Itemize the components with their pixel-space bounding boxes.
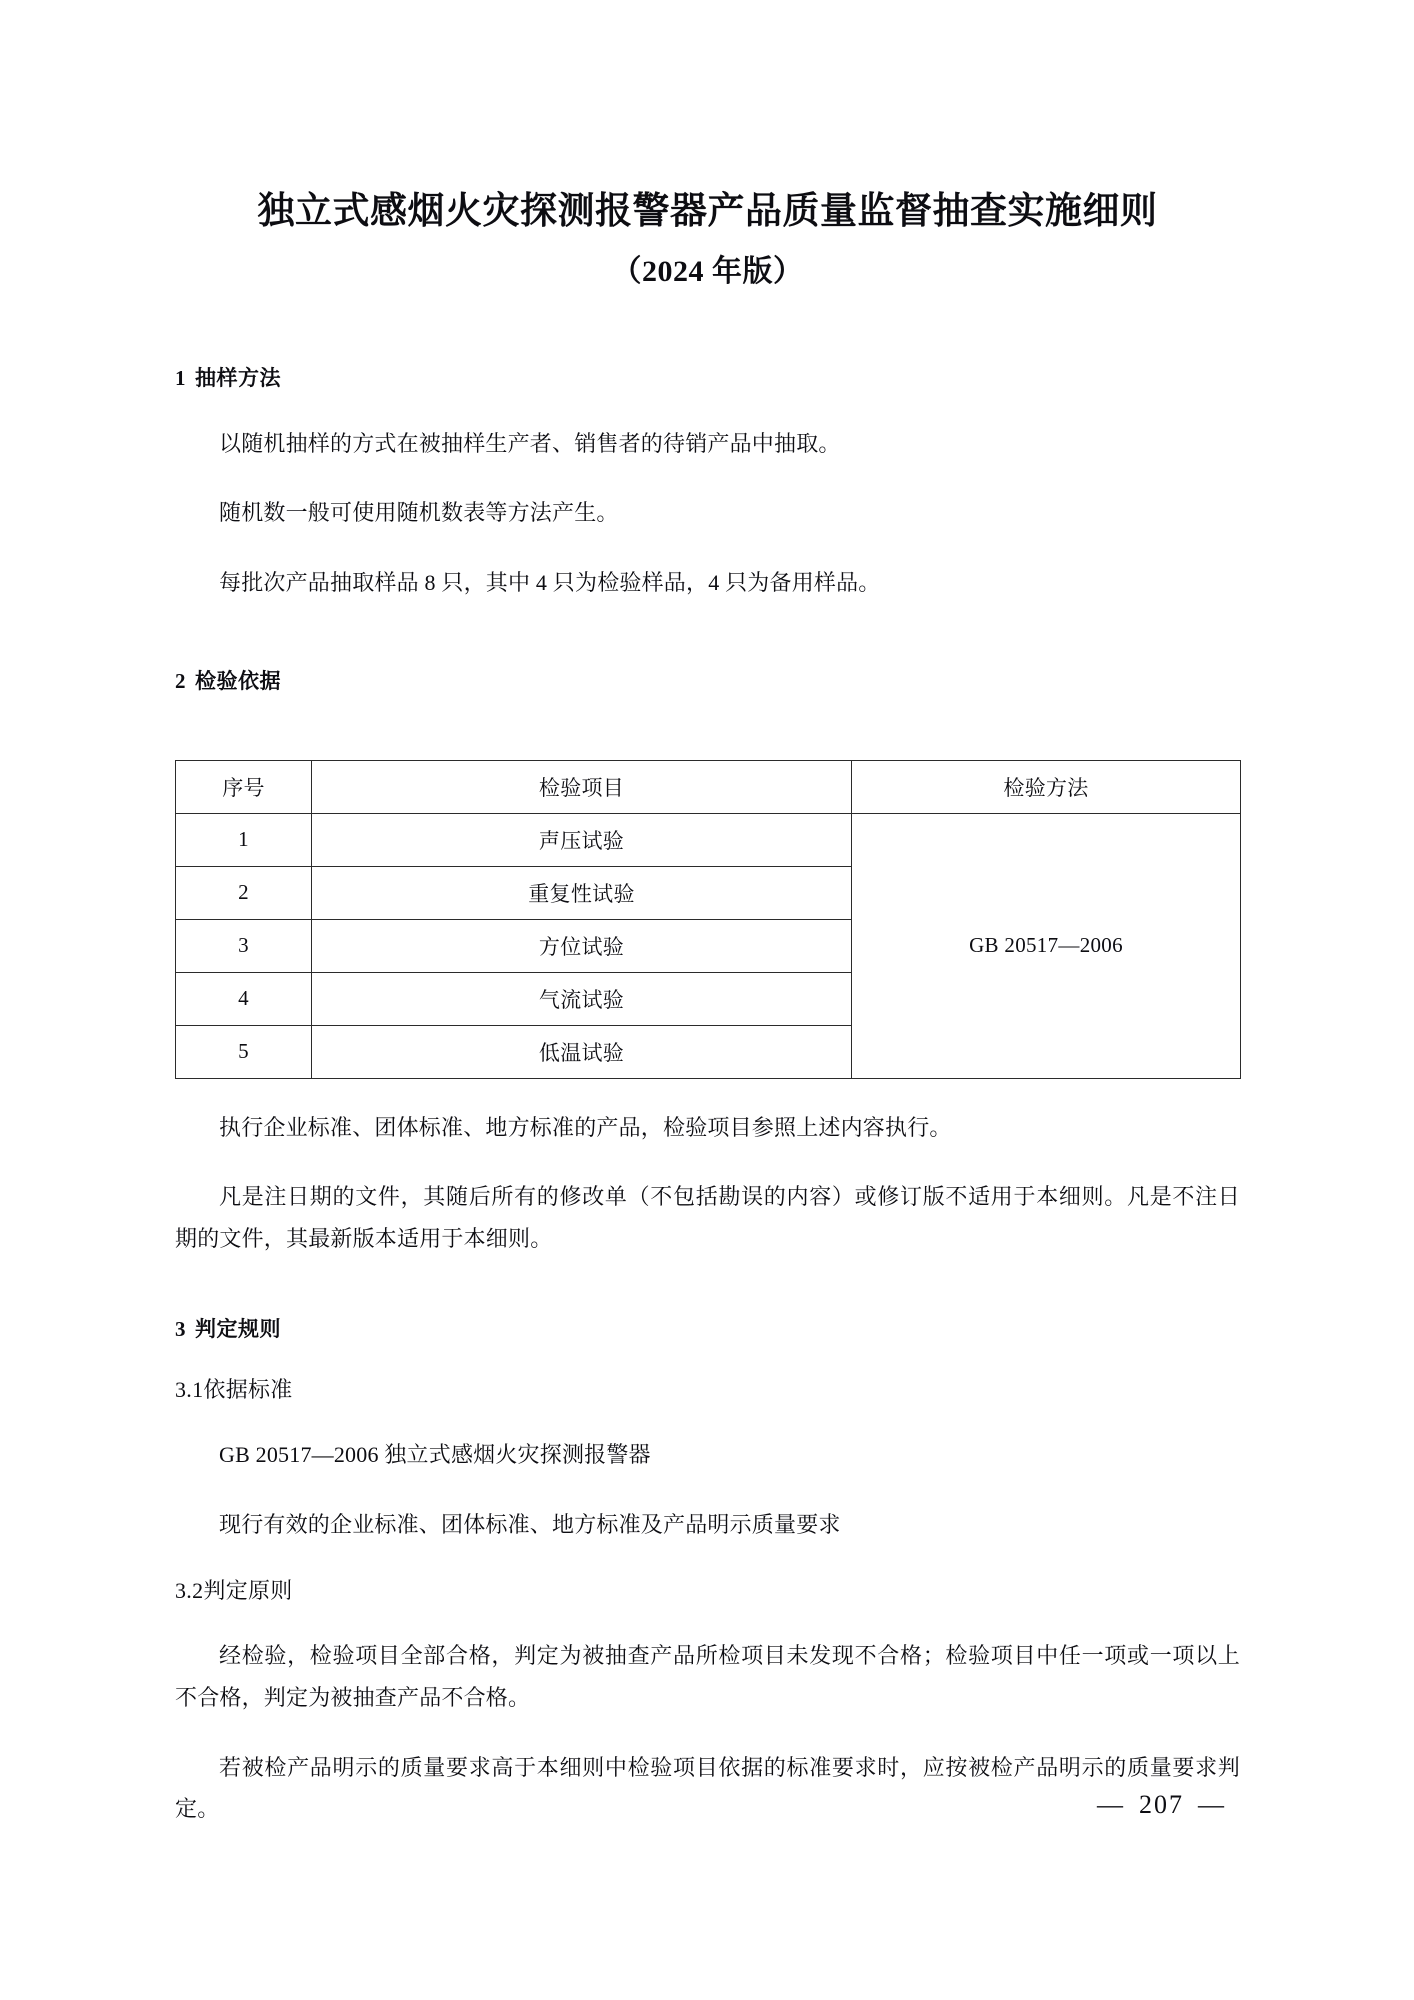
section-3-1-paragraph-2: 现行有效的企业标准、团体标准、地方标准及产品明示质量要求 — [219, 1512, 841, 1538]
section-number-2: 2 — [175, 669, 186, 694]
section-1-paragraph-2: 随机数一般可使用随机数表等方法产生。 — [219, 500, 619, 526]
section-number-1: 1 — [175, 366, 186, 391]
inspection-table — [175, 760, 1241, 1079]
subsection-heading-3-2 — [175, 1574, 1240, 1607]
subsection-heading-3-1 — [175, 1373, 1240, 1406]
table-cell-item: 低温试验 — [312, 1025, 852, 1078]
section-2-note-2: 凡是注日期的文件，其随后所有的修改单（不包括勘误的内容）或修订版不适用于本细则。凡是不注日期的文件，其最新版本适用于本细则。 — [175, 1184, 1240, 1252]
table-cell-item: 重复性试验 — [312, 866, 852, 919]
table-cell-no: 5 — [176, 1025, 312, 1078]
table-cell-no: 1 — [176, 813, 312, 866]
subsection-number-3-1: 3.1 — [175, 1377, 204, 1403]
table-header-method: 检验方法 — [852, 760, 1241, 813]
subsection-number-3-2: 3.2 — [175, 1578, 204, 1603]
table-cell-no: 3 — [176, 919, 312, 972]
section-title-3: 判定规则 — [195, 1317, 281, 1341]
page-subtitle: （2024 年版） — [611, 254, 804, 288]
section-3-1-paragraph-1: GB 20517—2006 独立式感烟火灾探测报警器 — [219, 1442, 651, 1468]
section-1-paragraph-1: 以随机抽样的方式在被抽样生产者、销售者的待销产品中抽取。 — [219, 430, 841, 456]
table-cell-item: 气流试验 — [312, 972, 852, 1025]
section-number-3: 3 — [175, 1316, 186, 1341]
table-cell-method: GB 20517—2006 — [852, 813, 1241, 1078]
section-heading-1 — [175, 363, 1240, 395]
page-footer — [0, 1790, 1240, 1820]
table-cell-no: 4 — [176, 972, 312, 1025]
section-1-paragraph-3: 每批次产品抽取样品 8 只，其中 4 只为检验样品，4 只为备用样品。 — [219, 570, 881, 596]
table-header-row — [176, 760, 1241, 813]
section-3-2-paragraph-1: 经检验，检验项目全部合格，判定为被抽查产品所检项目未发现不合格；检验项目中任一项或一项以上不合格，判定为被抽查产品不合格。 — [175, 1643, 1240, 1710]
section-2-note-1: 执行企业标准、团体标准、地方标准的产品，检验项目参照上述内容执行。 — [219, 1114, 952, 1140]
table-cell-item: 声压试验 — [312, 813, 852, 866]
table-cell-no: 2 — [176, 866, 312, 919]
section-3-2-paragraph-2: 若被检产品明示的质量要求高于本细则中检验项目依据的标准要求时，应按被检产品明示的质量要求判定。 — [175, 1754, 1240, 1822]
subsection-title-3-2: 判定原则 — [203, 1578, 293, 1603]
section-title-2: 检验依据 — [195, 670, 281, 694]
page-content — [175, 0, 1240, 1830]
page-number-dash-left: — — [1097, 1790, 1125, 1819]
section-heading-2 — [175, 666, 1240, 698]
table-header-no: 序号 — [176, 760, 312, 813]
page-title: 独立式感烟火灾探测报警器产品质量监督抽查实施细则 — [257, 191, 1158, 232]
section-title-1: 抽样方法 — [195, 367, 281, 391]
table-row — [176, 813, 1241, 866]
table-header-item: 检验项目 — [312, 760, 852, 813]
table-cell-item: 方位试验 — [312, 919, 852, 972]
page-number-dash-right: — — [1198, 1790, 1226, 1819]
subsection-title-3-1: 依据标准 — [203, 1377, 293, 1403]
section-heading-3 — [175, 1314, 1240, 1346]
page-number: 207 — [1139, 1790, 1184, 1819]
